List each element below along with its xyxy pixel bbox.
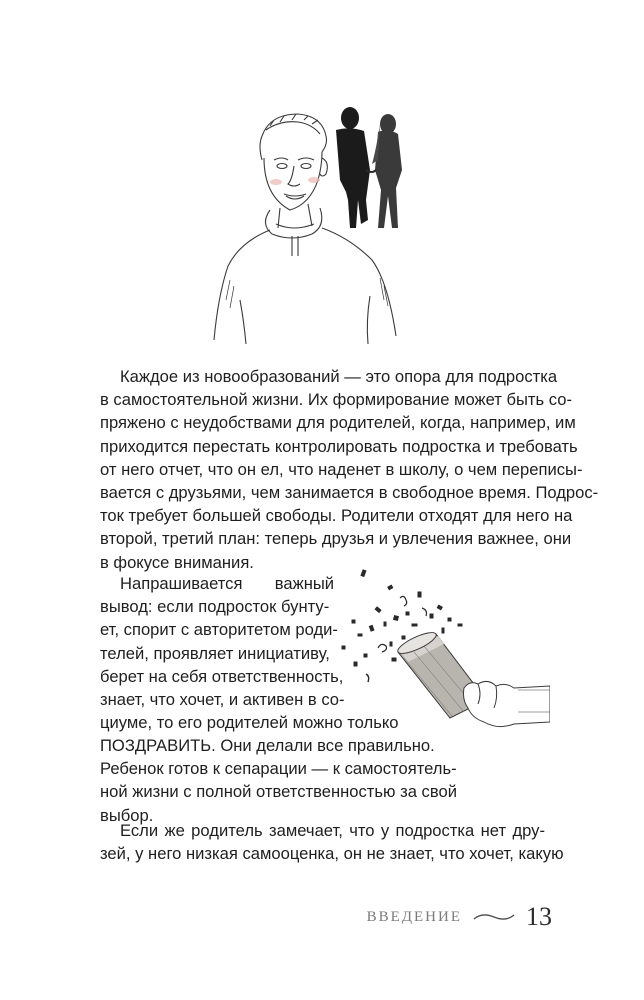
text-line: вывод: если подросток бунту- xyxy=(100,597,330,617)
text-line: ток требует большей свободы. Родители отходят для него на xyxy=(100,506,573,526)
woman-silhouette xyxy=(372,114,402,228)
text-line: зей, у него низкая самооценка, он не знает, что хочет, какую xyxy=(100,844,564,864)
text-line: в самостоятельной жизни. Их формирование может быть со- xyxy=(100,390,573,410)
text-line: пряжено с неудобствами для родителей, когда, например, им xyxy=(100,413,576,433)
teen-boy-sketch xyxy=(214,114,396,344)
paragraph-3 xyxy=(100,819,564,865)
text-line: Если же родитель замечает, что у подростка нет дру- xyxy=(120,821,545,840)
text-line: выбор. xyxy=(100,805,154,825)
teen-with-parents-illustration xyxy=(200,100,445,355)
page-footer xyxy=(367,902,552,932)
text-line: знает, что хочет, и активен в со- xyxy=(100,690,345,710)
paragraph-2-continuation xyxy=(100,734,457,827)
text-line: второй, третий план: теперь друзья и увлечения важнее, они xyxy=(100,529,572,549)
party-popper-illustration xyxy=(318,562,550,730)
text-line: берет на себя ответственность, xyxy=(100,666,344,686)
text-line: ной жизни с полной ответственностью за свой xyxy=(100,782,457,802)
tilde-ornament-icon xyxy=(472,910,516,924)
text-line: Напрашивается важный xyxy=(120,574,335,593)
text-line: Каждое из новообразований — это опора для подростка xyxy=(120,367,558,386)
hand-sketch xyxy=(464,681,551,726)
page-number: 13 xyxy=(526,902,552,931)
text-line: телей, проявляет инициативу, xyxy=(100,643,330,663)
text-line: ет, спорит с авторитетом роди- xyxy=(100,620,338,640)
man-silhouette xyxy=(336,107,370,228)
text-line: от него отчет, что он ел, что наденет в школу, о чем переписы- xyxy=(100,459,583,479)
text-line: Ребенок готов к сепарации — к самостоятель- xyxy=(100,759,457,779)
text-line: циуме, то его родителей можно только xyxy=(100,713,399,733)
text-line: приходится перестать контролировать подростка и требовать xyxy=(100,436,578,456)
text-line: вается с друзьями, чем занимается в свободное время. Подрос- xyxy=(100,483,599,503)
text-line: в фокусе внимания. xyxy=(100,552,254,572)
running-section-title: ВВЕДЕНИЕ xyxy=(366,908,462,925)
paragraph-2-narrow xyxy=(100,572,399,734)
text-line: ПОЗДРАВИТЬ. Они делали все правильно. xyxy=(100,736,435,755)
holding-hands-line xyxy=(366,170,376,172)
paragraph-1 xyxy=(100,365,599,574)
